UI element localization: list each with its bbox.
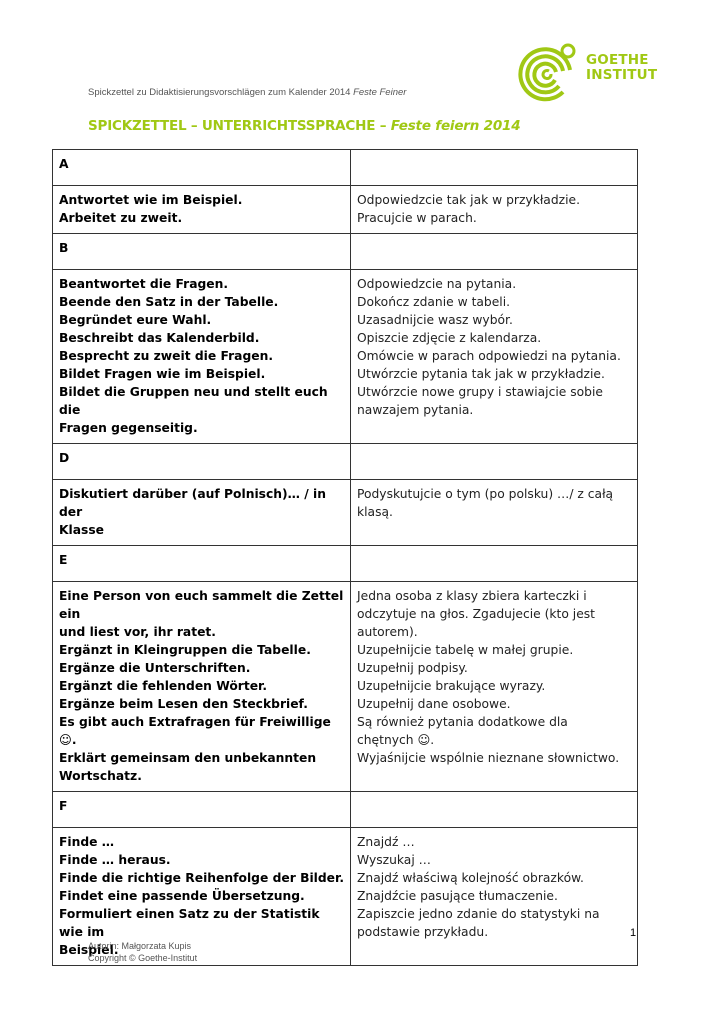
polish-phrase-line: Pracujcie w parach.: [357, 211, 477, 225]
polish-phrase-line: Uzupełnij podpisy.: [357, 661, 468, 675]
phrase-row: [53, 480, 638, 546]
german-phrase-line: Besprecht zu zweit die Fragen.: [59, 349, 274, 363]
footer-author: Autorin: Małgorzata Kupis: [88, 941, 192, 951]
polish-phrase-line: Wyjaśnijcie wspólnie nieznane słownictwo.: [357, 751, 620, 765]
german-phrase-line: Begründet eure Wahl.: [59, 313, 212, 327]
page-title: SPICKZETTEL – UNTERRICHTSSPRACHE – Feste feiern 2014: [88, 118, 521, 134]
polish-phrase-line: Uzasadnijcie wasz wybór.: [357, 313, 513, 327]
german-phrase-line: Ergänzt die fehlenden Wörter.: [59, 679, 268, 693]
german-phrases: [53, 186, 351, 234]
german-phrase-line: Bildet Fragen wie im Beispiel.: [59, 367, 266, 381]
polish-phrase-line: Utwórzcie pytania tak jak w przykładzie.: [357, 367, 605, 381]
polish-phrase-line: Zapiszcie jedno zdanie do statystyki na: [357, 907, 600, 921]
polish-phrase-line: podstawie przykładu.: [357, 925, 489, 939]
polish-phrase-line: Uzupełnijcie tabelę w małej grupie.: [357, 643, 574, 657]
german-phrases: [53, 480, 351, 546]
section-label-empty: [351, 234, 638, 270]
german-phrase-line: Ergänze beim Lesen den Steckbrief.: [59, 697, 308, 711]
polish-phrases: [351, 186, 638, 234]
polish-phrases: [351, 480, 638, 546]
section-header-row: [53, 150, 638, 186]
polish-phrase-line: Utwórzcie nowe grupy i stawiajcie sobie: [357, 385, 603, 399]
phrase-row: [53, 270, 638, 444]
section-label: B: [53, 234, 351, 270]
polish-phrase-line: Znajdź właściwą kolejność obrazków.: [357, 871, 584, 885]
polish-phrase-line: Wyszukaj …: [357, 853, 431, 867]
german-phrases: [53, 582, 351, 792]
page-number: 1: [630, 927, 637, 939]
polish-phrase-line: Dokończ zdanie w tabeli.: [357, 295, 511, 309]
section-label: D: [53, 444, 351, 480]
german-phrase-line: Wortschatz.: [59, 769, 142, 783]
german-phrase-line: Formuliert einen Satz zu der Statistik wie im: [59, 907, 320, 939]
german-phrase-line: und liest vor, ihr ratet.: [59, 625, 216, 639]
section-label-empty: [351, 150, 638, 186]
german-phrase-line: Beispiel.: [59, 943, 119, 957]
section-label-empty: [351, 546, 638, 582]
section-label-empty: [351, 444, 638, 480]
german-phrase-line: Beantwortet die Fragen.: [59, 277, 229, 291]
phrase-row: [53, 582, 638, 792]
polish-phrase-line: Omówcie w parach odpowiedzi na pytania.: [357, 349, 621, 363]
polish-phrase-line: Znajdźcie pasujące tłumaczenie.: [357, 889, 558, 903]
polish-phrase-line: Odpowiedzcie tak jak w przykładzie.: [357, 193, 580, 207]
polish-phrase-line: odczytuje na głos. Zgadujecie (kto jest: [357, 607, 595, 621]
section-label: F: [53, 792, 351, 828]
german-phrase-line: Ergänzt in Kleingruppen die Tabelle.: [59, 643, 311, 657]
polish-phrases: [351, 270, 638, 444]
german-phrase-line: Erklärt gemeinsam den unbekannten: [59, 751, 317, 765]
german-phrase-line: Diskutiert darüber (auf Polnisch)… / in der: [59, 487, 326, 519]
section-header-row: [53, 546, 638, 582]
footer-copyright: Copyright © Goethe-Institut: [88, 953, 198, 963]
german-phrase-line: Es gibt auch Extrafragen für Freiwillige ☺.: [59, 715, 331, 747]
german-phrase-line: Fragen gegenseitig.: [59, 421, 198, 435]
polish-phrase-line: Podyskutujcie o tym (po polsku) …/ z całą: [357, 487, 614, 501]
polish-phrase-line: nawzajem pytania.: [357, 403, 474, 417]
german-phrase-line: Finde … heraus.: [59, 853, 171, 867]
german-phrase-line: Bildet die Gruppen neu und stellt euch die: [59, 385, 328, 417]
section-header-row: [53, 234, 638, 270]
polish-phrase-line: Uzupełnij dane osobowe.: [357, 697, 511, 711]
polish-phrases: [351, 828, 638, 966]
logo-wordmark: GOETHE INSTITUT: [586, 52, 658, 83]
footer: [88, 940, 197, 964]
polish-phrase-line: Uzupełnijcie brakujące wyrazy.: [357, 679, 546, 693]
polish-phrase-line: Znajdź …: [357, 835, 415, 849]
section-label: A: [53, 150, 351, 186]
german-phrase-line: Klasse: [59, 523, 105, 537]
german-phrase-line: Eine Person von euch sammelt die Zettel ein: [59, 589, 344, 621]
german-phrase-line: Ergänze die Unterschriften.: [59, 661, 251, 675]
polish-phrase-line: klasą.: [357, 505, 393, 519]
german-phrases: [53, 270, 351, 444]
polish-phrases: [351, 582, 638, 792]
vocabulary-table: [52, 149, 638, 966]
german-phrase-line: Beende den Satz in der Tabelle.: [59, 295, 279, 309]
polish-phrase-line: chętnych ☺.: [357, 733, 435, 747]
section-header-row: [53, 444, 638, 480]
polish-phrase-line: Opiszcie zdjęcie z kalendarza.: [357, 331, 542, 345]
german-phrase-line: Finde die richtige Reihenfolge der Bilder.: [59, 871, 344, 885]
polish-phrase-line: Jedna osoba z klasy zbiera karteczki i: [357, 589, 587, 603]
german-phrase-line: Finde …: [59, 835, 115, 849]
section-label-empty: [351, 792, 638, 828]
polish-phrase-line: Są również pytania dodatkowe dla: [357, 715, 568, 729]
polish-phrase-line: Odpowiedzcie na pytania.: [357, 277, 517, 291]
section-label: E: [53, 546, 351, 582]
phrase-row: [53, 186, 638, 234]
german-phrase-line: Findet eine passende Übersetzung.: [59, 889, 305, 903]
polish-phrase-line: autorem).: [357, 625, 418, 639]
german-phrase-line: Beschreibt das Kalenderbild.: [59, 331, 260, 345]
section-header-row: [53, 792, 638, 828]
german-phrase-line: Arbeitet zu zweit.: [59, 211, 183, 225]
german-phrase-line: Antwortet wie im Beispiel.: [59, 193, 243, 207]
document-subtitle: Spickzettel zu Didaktisierungsvorschlägen zum Kalender 2014 Feste Feiner: [88, 87, 407, 98]
